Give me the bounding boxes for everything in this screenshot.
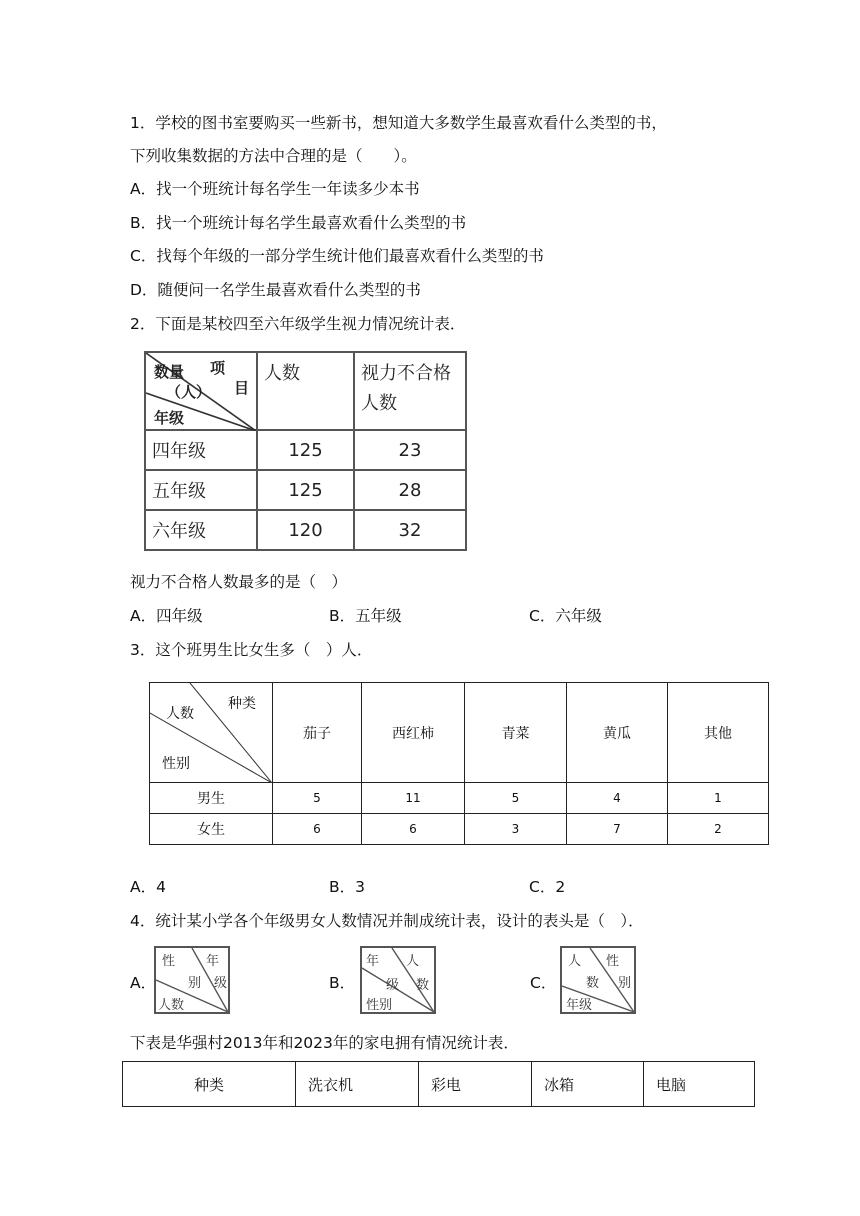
q2-question: 视力不合格人数最多的是（ ）: [130, 573, 348, 591]
table-row: [145, 470, 466, 510]
cell: 1: [668, 783, 769, 814]
row-count: 125: [257, 470, 354, 510]
q1-option-a: A．找一个班统计每名学生一年读多少本书: [130, 180, 420, 198]
cell: 7: [567, 814, 668, 845]
header-tv: 彩电: [419, 1062, 532, 1107]
header-eggplant: 茄子: [273, 683, 362, 783]
diag-label-gender: 性别: [162, 756, 190, 772]
vision-table-diagonal-header: [145, 352, 257, 430]
diag-label-item2: 目: [234, 379, 250, 397]
header-tomato: 西红柿: [362, 683, 465, 783]
q4-option-a-letter: A．: [130, 974, 157, 992]
row-count: 120: [257, 510, 354, 550]
cell: 4: [567, 783, 668, 814]
header-greens: 青菜: [465, 683, 567, 783]
q1-stem-line1: 1．学校的图书室要购买一些新书，想知道大多数学生最喜欢看什么类型的书，: [130, 114, 667, 132]
q2-option-b: B．五年级: [329, 607, 402, 625]
row-fail: 28: [354, 470, 466, 510]
q1-option-c: C．找每个年级的一部分学生统计他们最喜欢看什么类型的书: [130, 247, 544, 265]
diag-label-quantity: 数量: [154, 363, 185, 381]
label: 级: [386, 978, 400, 993]
label: 性: [162, 954, 176, 969]
header-count: [257, 352, 354, 430]
header-fail-line2: 人数: [361, 393, 397, 414]
q2-option-a: A．四年级: [130, 607, 203, 625]
row-label: 男生: [150, 783, 273, 814]
label: 人: [406, 954, 420, 969]
cell: 2: [668, 814, 769, 845]
table-row: [145, 510, 466, 550]
label: 级: [214, 976, 228, 991]
row-grade: 六年级: [145, 510, 257, 550]
diag-label-kind: 种类: [228, 696, 256, 712]
label: 性别: [366, 998, 393, 1013]
q1-option-d: D．随便问一名学生最喜欢看什么类型的书: [130, 281, 421, 299]
row-fail: 32: [354, 510, 466, 550]
q2-stem: 2．下面是某校四至六年级学生视力情况统计表．: [130, 315, 466, 333]
q4-stem: 4．统计某小学各个年级男女人数情况并制成统计表，设计的表头是（ ）．: [130, 912, 644, 930]
cell: 5: [273, 783, 362, 814]
table-row: [150, 783, 769, 814]
cell: 3: [465, 814, 567, 845]
cell: 11: [362, 783, 465, 814]
table-row: [145, 430, 466, 470]
q3-option-b: B．3: [329, 878, 365, 896]
label: 别: [188, 976, 202, 991]
vegetable-table-diagonal-header: [150, 683, 273, 783]
cell: 6: [362, 814, 465, 845]
cell: 5: [465, 783, 567, 814]
row-count: 125: [257, 430, 354, 470]
q5-intro: 下表是华强村2013年和2023年的家电拥有情况统计表．: [130, 1034, 519, 1052]
label: 数: [586, 976, 600, 991]
diag-label-unit: （人）: [166, 383, 212, 401]
row-grade: 四年级: [145, 430, 257, 470]
vision-table: [144, 351, 467, 551]
diag-label-item: 项: [210, 359, 226, 377]
q3-stem: 3．这个班男生比女生多（ ）人．: [130, 641, 373, 659]
label: 数: [416, 978, 430, 993]
diag-label-grade: 年级: [154, 409, 185, 427]
label: 人: [568, 954, 582, 969]
q1-stem-line2: 下列收集数据的方法中合理的是（ ）。: [130, 147, 417, 165]
diag-label-people: 人数: [166, 706, 194, 722]
header-other: 其他: [668, 683, 769, 783]
q2-option-c: C．六年级: [529, 607, 602, 625]
header-kind: 种类: [123, 1062, 296, 1107]
q4-option-c-header-box: [560, 946, 636, 1014]
label: 年级: [566, 998, 593, 1013]
q4-option-b-letter: B．: [329, 974, 356, 992]
q2-options: [130, 605, 730, 627]
header-washer: 洗衣机: [296, 1062, 419, 1107]
q1-option-b: B．找一个班统计每名学生最喜欢看什么类型的书: [130, 214, 467, 232]
q3-option-c: C．2: [529, 878, 566, 896]
label: 人数: [158, 998, 185, 1013]
row-fail: 23: [354, 430, 466, 470]
cell: 6: [273, 814, 362, 845]
header-count-label: 人数: [264, 363, 300, 384]
vegetable-table: [149, 682, 769, 845]
label: 年: [206, 954, 220, 969]
appliance-table: [122, 1061, 755, 1107]
label: 性: [606, 954, 620, 969]
label: 年: [366, 954, 380, 969]
row-grade: 五年级: [145, 470, 257, 510]
q3-option-a: A．4: [130, 878, 166, 896]
header-fail-line1: 视力不合格: [361, 363, 451, 384]
header-fridge: 冰箱: [532, 1062, 644, 1107]
header-fail: [354, 352, 466, 430]
q4-option-a-header-box: [154, 946, 230, 1014]
header-computer: 电脑: [644, 1062, 755, 1107]
q4-option-c-letter: C．: [530, 974, 557, 992]
table-row: [150, 814, 769, 845]
row-label: 女生: [150, 814, 273, 845]
header-cucumber: 黄瓜: [567, 683, 668, 783]
q4-option-b-header-box: [360, 946, 436, 1014]
q3-options: [130, 876, 730, 898]
label: 别: [618, 976, 632, 991]
